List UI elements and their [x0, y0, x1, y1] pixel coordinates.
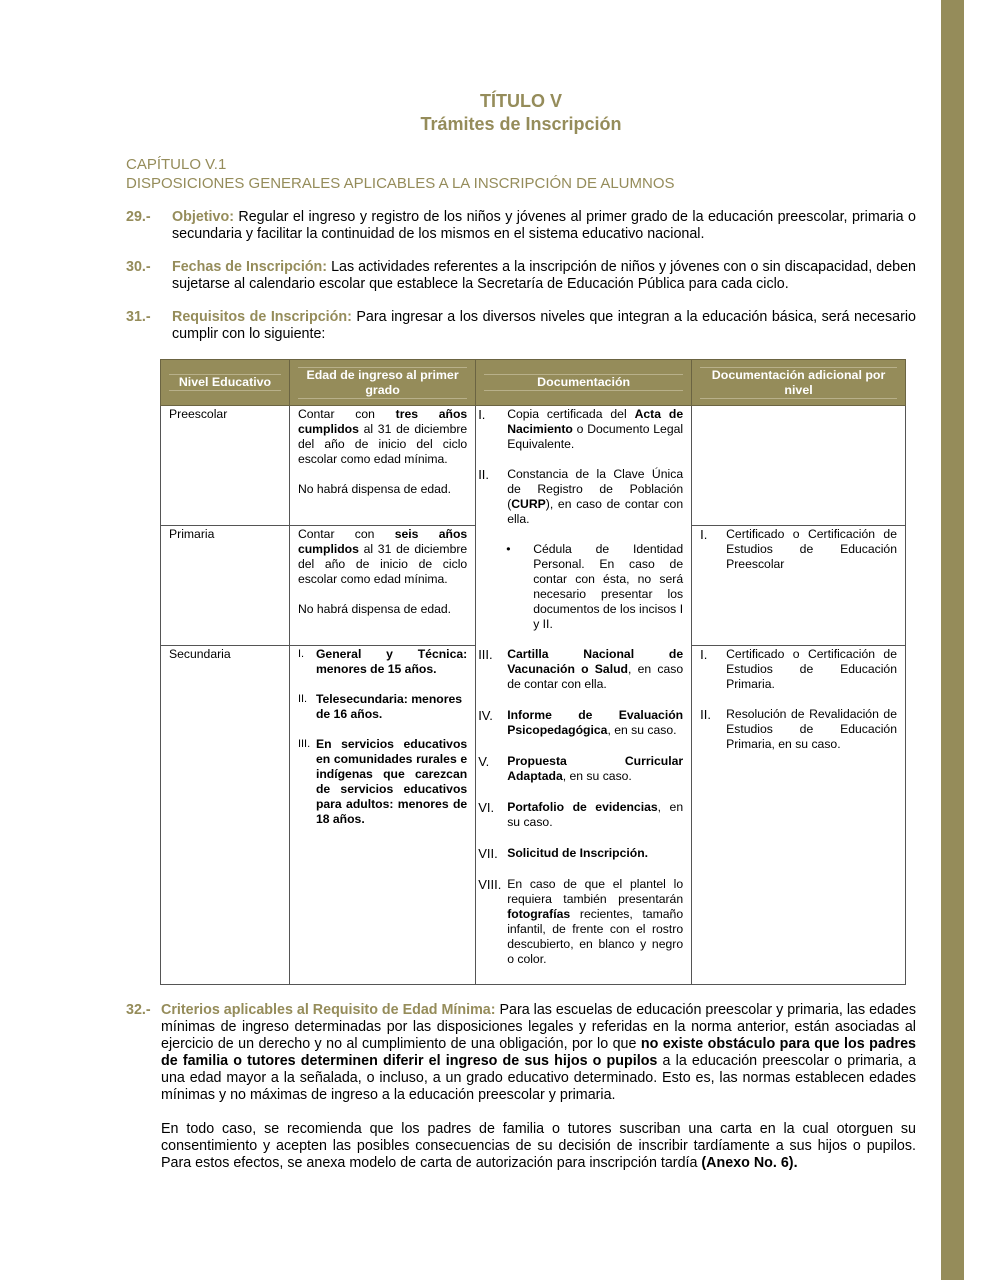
section-29: [126, 209, 916, 243]
extra-doc-cell: [692, 646, 906, 985]
chapter-heading: [126, 155, 916, 193]
title-line-1: TÍTULO V: [480, 91, 562, 111]
section-body: Regular el ingreso y registro de los niños y jóvenes al primer grado de la educación preescolar, primaria o secundaria y facilitar la continuidad de los mismos en el sistema educativo nacional.: [172, 209, 916, 242]
section-text: [172, 259, 916, 293]
header-doc-adicional: [692, 360, 906, 406]
section-label: Requisitos de Inscripción:: [172, 309, 352, 325]
doc-item-2: II. Constancia de la Clave Única de Registro de Población (CURP), en caso de contar con ella.: [478, 467, 684, 526]
extra-doc-cell: [692, 526, 906, 646]
section-label: Objetivo:: [172, 209, 234, 225]
section-number: 31.-: [126, 309, 151, 325]
extra-doc-cell: [692, 406, 906, 526]
section-body: Las actividades referentes a la inscripción de niños y jóvenes con o sin discapacidad, deben sujetarse al calendario escolar que establece la Secretaría de Educación Pública para cada ciclo.: [172, 259, 916, 292]
section-label: Criterios aplicables al Requisito de Edad Mínima:: [161, 1002, 496, 1018]
header-edad: [289, 360, 475, 406]
section-32-paragraph-2: En todo caso, se recomienda que los padres de familia o tutores suscriban una carta en la cual otorguen su consentimiento y acepten las posibles consecuencias de su decisión de inscribir tardíamente a sus hijos o pupilos. Para estos efectos, se anexa modelo de carta de autorización para inscripción tardía (Anexo No. 6).: [161, 1121, 916, 1171]
title-block: [126, 90, 916, 136]
age-text: Contar con seis años cumplidos al 31 de diciembre del año de inicio de ciclo escolar como edad mínima.: [297, 527, 468, 586]
no-dispensa-text: No habrá dispensa de edad.: [297, 482, 452, 496]
doc-item-5: V. Propuesta Curricular Adaptada, en su caso.: [478, 754, 684, 783]
header-documentacion: [476, 360, 692, 406]
section-text: [172, 209, 916, 243]
section-emphasis: no existe obstáculo para que los padres de familia o tutores determinen diferir el ingreso de sus hijos o pupilos: [161, 1036, 916, 1069]
side-accent-bar: [941, 0, 964, 1280]
header-label: Edad de ingreso al primer grado: [298, 367, 467, 399]
header-label: Documentación: [484, 374, 683, 391]
age-item-3: III. En servicios educativos en comunidades rurales e indígenas que carezcan de servicios educativos para adultos: menores de 18 años.: [297, 737, 468, 826]
table-row-preescolar: [161, 406, 906, 526]
level-cell: Preescolar: [161, 406, 290, 526]
table-header-row: [161, 360, 906, 406]
doc-item-1: I. Copia certificada del Acta de Nacimiento o Documento Legal Equivalente.: [478, 407, 684, 451]
section-31: [126, 309, 916, 343]
age-item-1: I. General y Técnica: menores de 15 años.: [297, 647, 468, 676]
doc-item-7: VII. Solicitud de Inscripción.: [478, 846, 649, 861]
section-text: [172, 309, 916, 343]
header-label: Nivel Educativo: [169, 374, 281, 391]
section-number: 32.-: [126, 1002, 151, 1018]
section-body-cont: a la educación preescolar o primaria, a una edad mayor a la señalada, o incluso, a un grado educativo determinado. Esto es, las normas establecen edades mínimas y no máximas de ingreso a la educación preescolar y primaria.: [161, 1053, 916, 1103]
age-text: Contar con tres años cumplidos al 31 de diciembre del año de inicio del ciclo escolar como edad mínima.: [297, 407, 468, 466]
doc-item-6: VI. Portafolio de evidencias, en su caso.: [478, 800, 684, 829]
annex-reference: (Anexo No. 6).: [701, 1155, 798, 1171]
section-32: [126, 1002, 916, 1104]
doc-item-4: IV. Informe de Evaluación Psicopedagógica, en su caso.: [478, 708, 684, 737]
extra-item: I. Certificado o Certificación de Estudios de Educación Primaria.: [700, 647, 897, 691]
no-dispensa-text: No habrá dispensa de edad.: [297, 602, 452, 616]
chapter-number: CAPÍTULO V.1: [126, 156, 227, 173]
level-cell: Secundaria: [161, 646, 290, 985]
section-body: Para las escuelas de educación preescolar y primaria, las edades mínimas de ingreso determinadas por las disposiciones legales y referidas en la norma anterior, están asociadas al ejercicio de un derecho y no al cumplimiento de una obligación, por lo que: [161, 1002, 916, 1052]
age-item-2: II. Telesecundaria: menores de 16 años.: [297, 692, 463, 721]
section-body: Para ingresar a los diversos niveles que integran a la educación básica, será necesario cumplir con lo siguiente:: [172, 309, 916, 342]
age-cell: [289, 646, 475, 985]
doc-item-8: VIII. En caso de que el plantel lo requiera también presentarán fotografías recientes, tamaño infantil, de frente con el rostro descubierto, en blanco y negro o color.: [478, 877, 684, 966]
title-line-2: Trámites de Inscripción: [420, 114, 622, 134]
header-label: Documentación adicional por nivel: [700, 367, 897, 399]
header-nivel: [161, 360, 290, 406]
section-30: [126, 259, 916, 293]
extra-item: I. Certificado o Certificación de Estudios de Educación Preescolar: [700, 527, 897, 571]
level-cell: Primaria: [161, 526, 290, 646]
requirements-table: [160, 359, 906, 985]
chapter-title: DISPOSICIONES GENERALES APLICABLES A LA INSCRIPCIÓN DE ALUMNOS: [126, 175, 675, 192]
section-number: 30.-: [126, 259, 151, 275]
doc-item-3: III. Cartilla Nacional de Vacunación o Salud, en caso de contar con ella.: [478, 647, 684, 691]
section-label: Fechas de Inscripción:: [172, 259, 328, 275]
documentation-cell: [476, 406, 692, 985]
section-number: 29.-: [126, 209, 151, 225]
section-text: [161, 1002, 916, 1104]
age-cell: [289, 406, 475, 526]
doc-bullet-cedula: • Cédula de Identidad Personal. En caso de contar con ésta, no será necesario presentar los documentos de los incisos I y II.: [506, 542, 684, 631]
document-page: [126, 90, 916, 1172]
age-cell: [289, 526, 475, 646]
extra-item: II. Resolución de Revalidación de Estudios de Educación Primaria, en su caso.: [700, 707, 897, 751]
